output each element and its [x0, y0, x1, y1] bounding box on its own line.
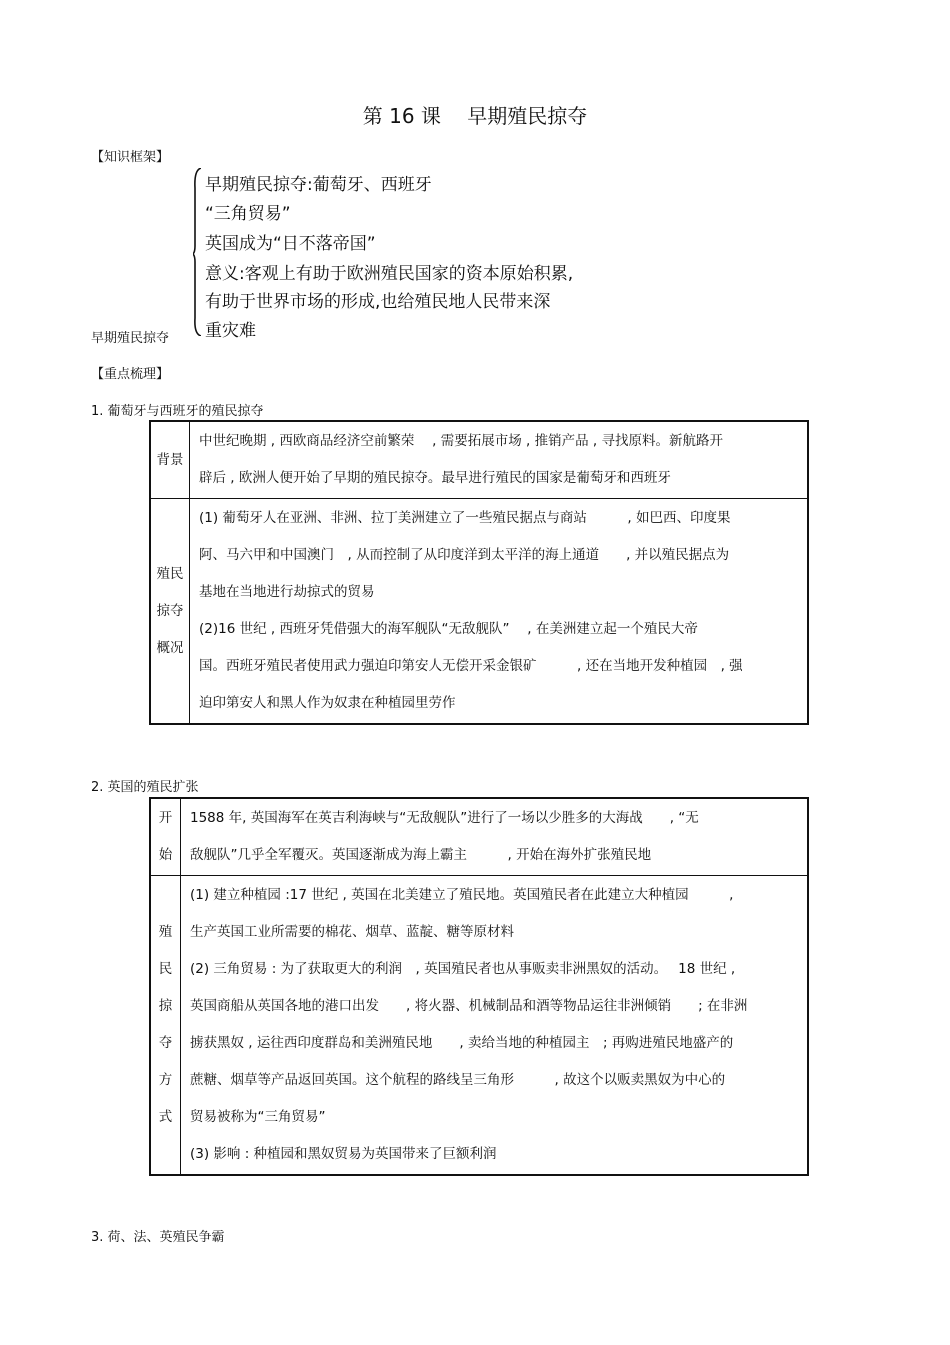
row-content [181, 799, 808, 876]
brace-shape [193, 168, 201, 336]
row-head-line: 掠夺 [156, 602, 184, 619]
lesson-number: 第 16 课 [362, 104, 441, 128]
row-head-line: 殖 [158, 924, 173, 940]
cell-line: (2) 三角贸易 : 为了获取更大的利润 , 英国殖民者也从事贩卖非洲黑奴的活动。 18 世纪 , [190, 961, 736, 977]
row-head [151, 876, 181, 1175]
row-head-line: 掠 [158, 998, 173, 1014]
section-heading: 2. 英国的殖民扩张 [91, 780, 199, 795]
row-head-line: 民 [158, 961, 173, 977]
framework-line: “三角贸易” [205, 204, 291, 224]
cell-line: 生产英国工业所需要的棉花、烟草、蓝靛、糖等原材料 [190, 924, 514, 940]
cell-line: (2)16 世纪 , 西班牙凭借强大的海军舰队“无敌舰队” , 在美洲建立起一个殖民大帝 [199, 621, 698, 637]
cell-line: 基地在当地进行劫掠式的贸易 [199, 584, 375, 600]
key-points-label: 【重点梳理】 [91, 367, 170, 382]
framework-root-label: 早期殖民掠夺 [91, 331, 170, 346]
framework-line: 有助于世界市场的形成,也给殖民地人民带来深 [205, 292, 551, 312]
cell-line: 蔗糖、烟草等产品返回英国。这个航程的路线呈三角形 , 故这个以贩卖黑奴为中心的 [190, 1072, 726, 1088]
framework-line: 英国成为“日不落帝国” [205, 234, 376, 254]
row-head-line: 开 [158, 810, 173, 826]
cell-line: 1588 年, 英国海军在英吉利海峡与“无敌舰队”进行了一场以少胜多的大海战 , “无 [190, 810, 699, 826]
cell-line: 中世纪晚期 , 西欧商品经济空前繁荣 , 需要拓展市场 , 推销产品 , 寻找原料。新航路开 [199, 433, 723, 449]
table-section2 [150, 798, 808, 1175]
table-row [151, 799, 808, 876]
row-head-line: 始 [158, 847, 173, 863]
cell-line: 辟后 , 欧洲人便开始了早期的殖民掠夺。最早进行殖民的国家是葡萄牙和西班牙 [199, 470, 671, 486]
framework-label: 【知识框架】 [91, 150, 170, 165]
cell-line: (3) 影响 : 种植园和黑奴贸易为英国带来了巨额利润 [190, 1146, 497, 1162]
row-head-line: 夺 [158, 1035, 173, 1051]
row-head [151, 499, 190, 724]
cell-line: (1) 建立种植园 :17 世纪 , 英国在北美建立了殖民地。英国殖民者在此建立大种植园 , [190, 887, 734, 903]
cell-line: 掳获黑奴 , 运往西印度群岛和美洲殖民地 , 卖给当地的种植园主 ; 再购进殖民地盛产的 [190, 1035, 734, 1051]
cell-line: 迫印第安人和黑人作为奴隶在种植园里劳作 [199, 695, 456, 711]
framework-line: 早期殖民掠夺:葡萄牙、西班牙 [205, 175, 432, 195]
section-heading: 3. 荷、法、英殖民争霸 [91, 1230, 225, 1245]
row-head-line: 概况 [156, 639, 184, 656]
page-title [0, 100, 950, 129]
row-head-line: 殖民 [156, 565, 184, 582]
row-head: 背景 [151, 422, 190, 499]
cell-line: 贸易被称为“三角贸易” [190, 1109, 326, 1125]
section-heading: 1. 葡萄牙与西班牙的殖民掠夺 [91, 404, 264, 419]
row-content [181, 876, 808, 1175]
framework-line: 意义:客观上有助于欧洲殖民国家的资本原始积累, [205, 264, 574, 284]
framework-line: 重灾难 [205, 321, 256, 341]
cell-line: 阿、马六甲和中国澳门 , 从而控制了从印度洋到太平洋的海上通道 , 并以殖民据点为 [199, 547, 730, 563]
table-row [151, 422, 808, 499]
row-content [190, 422, 808, 499]
cell-line: (1) 葡萄牙人在亚洲、非洲、拉丁美洲建立了一些殖民据点与商站 , 如巴西、印度果 [199, 510, 731, 526]
row-head-line: 式 [158, 1109, 173, 1125]
table-row [151, 876, 808, 1175]
table-section1 [150, 421, 808, 724]
row-head-line: 方 [158, 1072, 173, 1088]
table-row [151, 499, 808, 724]
row-head [151, 799, 181, 876]
cell-line: 国。西班牙殖民者使用武力强迫印第安人无偿开采金银矿 , 还在当地开发种植园 , 强 [199, 658, 743, 674]
cell-line: 敌舰队”几乎全军覆灭。英国逐渐成为海上霸主 , 开始在海外扩张殖民地 [190, 847, 652, 863]
row-content [190, 499, 808, 724]
cell-line: 英国商船从英国各地的港口出发 , 将火器、机械制品和酒等物品运往非洲倾销 ; 在非洲 [190, 998, 748, 1014]
lesson-name: 早期殖民掠夺 [467, 104, 588, 128]
